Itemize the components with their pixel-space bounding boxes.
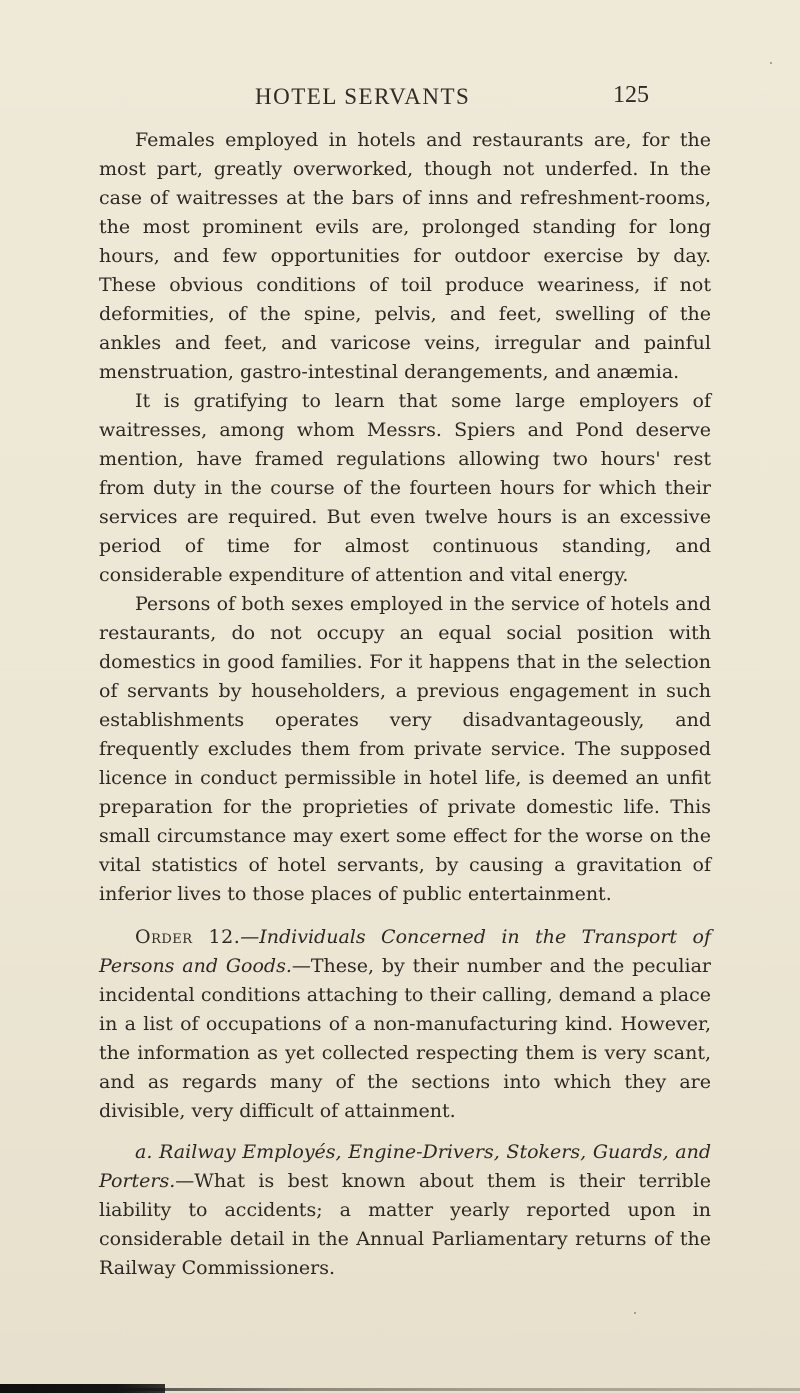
paragraph-waitresses: Females employed in hotels and restaurants are, for the most part, greatly overworked, though not underfed. In the case of waitresses at the bars of inns and refreshment-rooms, the most prominent evils are, prolonged standing for long hours, and few opportunities for outdoor exercise by day. These obvious conditions of toil produce weariness, if not deformities, of the spine, pelvis, and feet, swelling of the ankles and feet, and varicose veins, irregular and painful menstruation, gastro-intestinal derangements, and anæmia. <box>99 129 711 383</box>
paper-speck <box>634 1312 636 1314</box>
bottom-edge-shadow <box>0 1384 165 1393</box>
section-a-label: a. <box>135 1141 153 1163</box>
section-a-text: —What is best known about them is their terrible liability to accidents; a matter yearly reported upon in considerable detail in the Annual Parliamentary returns of the Railway Commissioners. <box>99 1170 711 1279</box>
paragraph-social-position: Persons of both sexes employed in the service of hotels and restaurants, do not occupy an equal social position with domestics in good families. For it happens that in the selection of servants by householders, a previous engagement in such establishments operates very disadvantageously, and frequently excludes them from private service. The supposed licence in conduct permissible in hotel life, is deemed an unfit preparation for the proprieties of private domestic life. This small circumstance may exert some effect for the worse on the vital statistics of hotel servants, by causing a gravitation of inferior lives to those places of public entertainment. <box>99 593 711 905</box>
body-text <box>99 126 711 1283</box>
page-number: 125 <box>613 82 649 108</box>
paragraph-employers: It is gratifying to learn that some large employers of waitresses, among whom Messrs. Spiers and Pond deserve mention, have framed regulations allowing two hours' rest from duty in the course of the fourteen hours for which their services are required. But even twelve hours is an excessive period of time for almost continuous standing, and considerable expenditure of attention and vital energy. <box>99 390 711 586</box>
page-bottom-edge <box>0 1376 800 1393</box>
paragraph-order-12 <box>99 923 711 1126</box>
paragraph-section-a <box>99 1138 711 1283</box>
running-head: HOTEL SERVANTS <box>255 84 471 109</box>
order-text: —These, by their number and the peculiar incidental conditions attaching to their calling, demand a place in a list of occupations of a non-manufacturing kind. However, the information as yet collected respecting them is very scant, and as regards many of the sections into which they are divisible, very difficult of attainment. <box>99 955 711 1122</box>
section-a-heading: Railway Employés, Engine-Drivers, Stokers, Guards, and Porters. <box>99 1141 711 1192</box>
page-header <box>0 84 800 114</box>
order-label: Order 12. <box>135 926 241 948</box>
paper-speck <box>770 62 772 64</box>
order-heading: —Individuals Concerned in the Transport of Persons and Goods. <box>99 926 711 977</box>
